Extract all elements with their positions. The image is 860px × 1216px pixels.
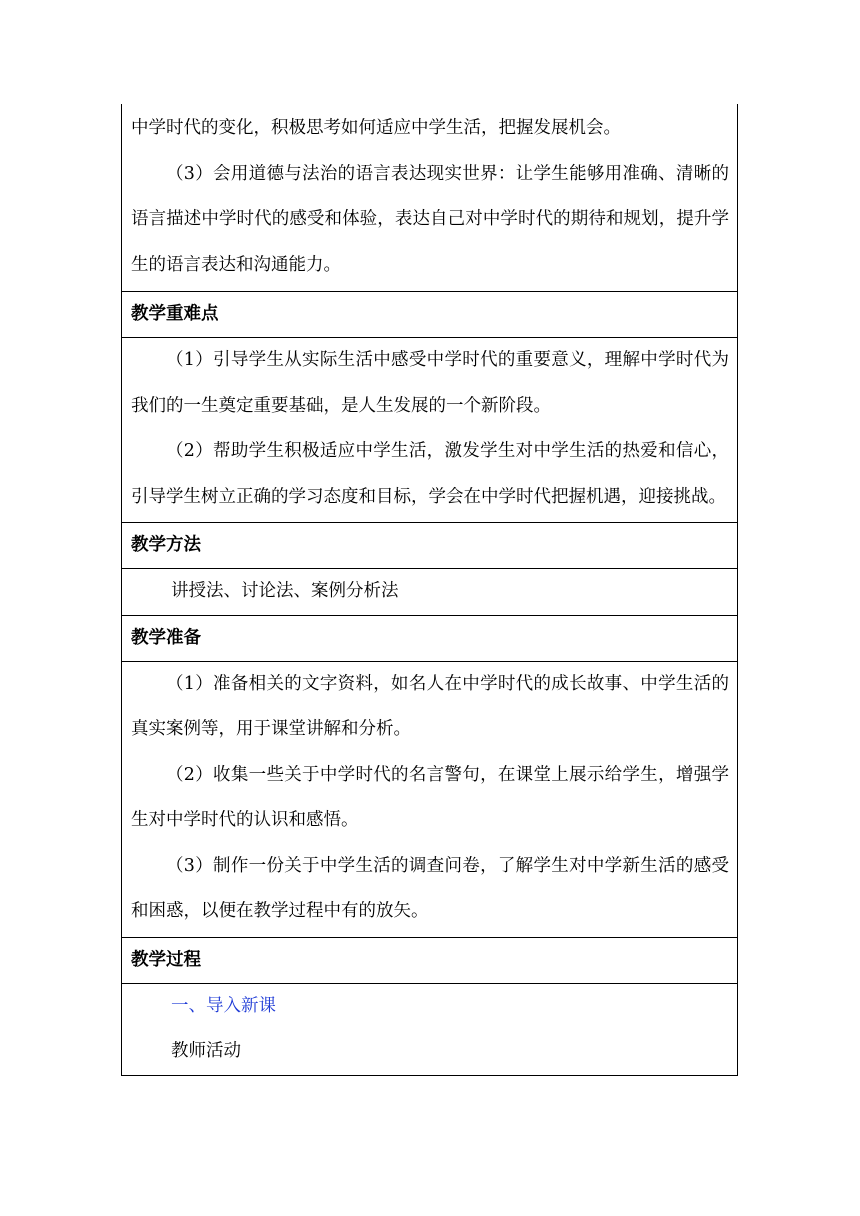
process-cell [122, 983, 737, 1075]
objectives-continued-cell [122, 106, 737, 291]
preparation-paragraph-3: （3）制作一份关于中学生活的调查问卷，了解学生对中学新生活的感受和困惑，以便在教学过程中有的放矢。 [131, 855, 729, 921]
process-sub-heading: 教师活动 [171, 1041, 241, 1061]
objectives-continued-paragraph: 中学时代的变化，积极思考如何适应中学生活，把握发展机会。 [131, 118, 621, 138]
preparation-paragraph-1: （1）准备相关的文字资料，如名人在中学时代的成长故事、中学生活的真实案例等，用于课堂讲解和分析。 [131, 673, 729, 739]
methods-cell [122, 568, 737, 615]
lesson-plan-table [121, 104, 738, 1076]
key-points-cell [122, 337, 737, 522]
objectives-paragraph-3: （3）会用道德与法治的语言表达现实世界：让学生能够用准确、清晰的语言描述中学时代的感受和体验，表达自己对中学时代的期待和规划，提升学生的语言表达和沟通能力。 [131, 163, 729, 275]
preparation-title: 教学准备 [131, 627, 201, 648]
key-points-paragraph-2: （2）帮助学生积极适应中学生活，激发学生对中学生活的热爱和信心，引导学生树立正确的学习态度和目标，学会在中学时代把握机遇，迎接挑战。 [131, 441, 729, 507]
key-points-paragraph-1: （1）引导学生从实际生活中感受中学时代的重要意义，理解中学时代为我们的一生奠定重要基础，是人生发展的一个新阶段。 [131, 350, 729, 416]
methods-header-row [122, 522, 737, 568]
preparation-cell [122, 661, 737, 937]
key-points-header-row [122, 291, 737, 337]
methods-text: 讲授法、讨论法、案例分析法 [171, 581, 399, 601]
key-points-title: 教学重难点 [131, 304, 219, 324]
process-step-heading: 一、导入新课 [171, 995, 276, 1016]
process-header-row [122, 937, 737, 983]
preparation-header-row [122, 615, 737, 661]
methods-title: 教学方法 [131, 535, 201, 555]
process-title: 教学过程 [131, 949, 201, 970]
preparation-paragraph-2: （2）收集一些关于中学时代的名言警句，在课堂上展示给学生，增强学生对中学时代的认识和感悟。 [131, 764, 729, 830]
